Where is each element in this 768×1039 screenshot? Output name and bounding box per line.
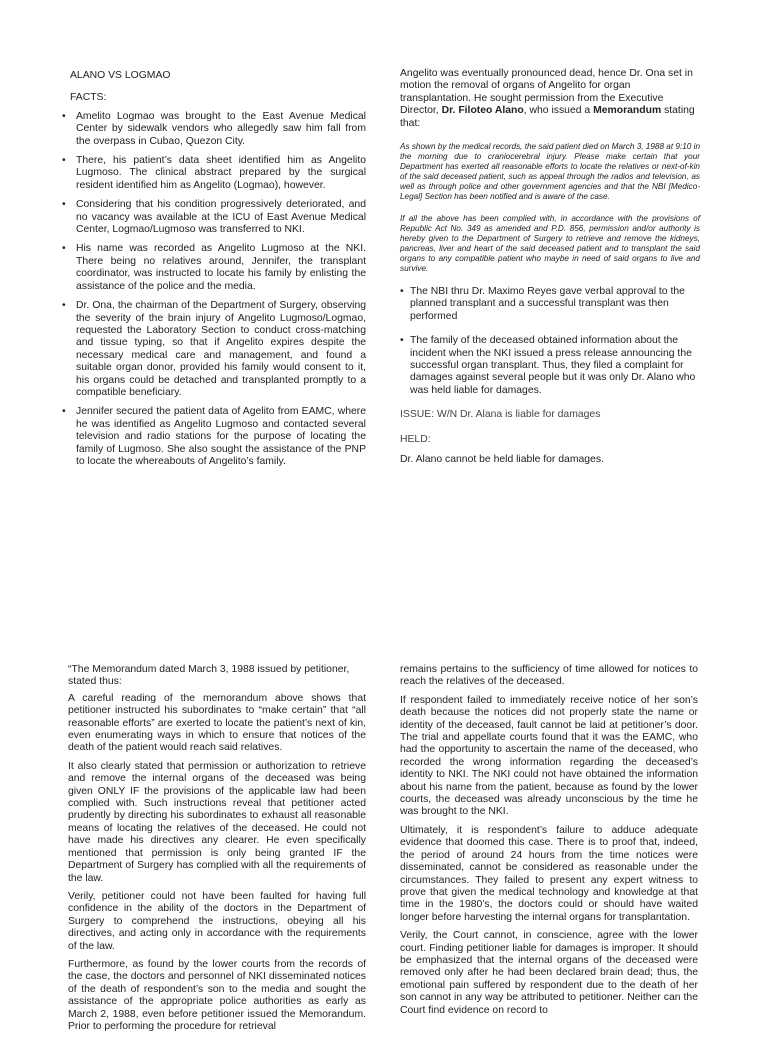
paragraph: Furthermore, as found by the lower courts from the records of the case, the doctors and personnel of NKI disseminated notices of the death of respondent’s son to the media and sought the assistance of the appropriate police authorities as early as March 2, 1988, even before petitioner issued the Memorandum. Prior to performing the procedure for retrieval: [68, 958, 366, 1032]
bullet-icon: •: [62, 199, 66, 211]
paragraph: Ultimately, it is respondent’s failure to adduce adequate evidence that doomed this case. There is to proof that, indeed, the period of around 24 hours from the time notices were disseminated, cannot be considered as reasonable under the circumstances. They failed to present any expert witness to prove that given the medical technology and knowledge at that time in the 1980’s, the doctors could or should have waited longer before harvesting the internal organs for transplantation.: [400, 824, 698, 923]
held-statement: Dr. Alano cannot be held liable for damages.: [400, 454, 604, 466]
memo-quote-2: If all the above has been complied with, in accordance with the provisions of Republic Act No. 349 as amended and P.D. 856, permission and/or authority is hereby given to the Department of Surgery to retrieve and remove the kidneys, pancreas, liver and heart of the said deceased patient and to transplant the said organs to any compatible patient who maybe in need of said organs to live and survive.: [400, 214, 700, 274]
director-name: Dr. Filoteo Alano: [441, 105, 524, 117]
paragraph: It also clearly stated that permission or authorization to retrieve and remove the internal organs of the deceased was being given ONLY IF the provisions of the applicable law had been complied with. Such instructions reveal that petitioner acted prudently by directing his subordinates to exhaust all reasonable means of locating the relatives of the deceased. He could not have made his directives any clearer. He even specifically mentioned that permission is only being granted IF the Department of Surgery has complied with all the requirements of the law.: [68, 760, 366, 884]
issue-statement: ISSUE: W/N Dr. Alana is liable for damages: [400, 409, 601, 421]
paragraph: remains pertains to the sufficiency of time allowed for notices to reach the relatives of the deceased.: [400, 664, 698, 688]
list-item: • Jennifer secured the patient data of Agelito from EAMC, where he was identified as Angelito Lugmoso and contacted several television and radio stations for the purpose of locating the family of Lugmoso. She also sought the assistance of the PNP to locate the whereabouts of Angelito’s family.: [62, 406, 366, 467]
intro-paragraph: Angelito was eventually pronounced dead, hence Dr. Ona set in motion the removal of organs of Angelito for organ transplantation. He sought permission from the Executive Director, Dr. Filoteo Alano, who issued a Memorandum stating that:: [400, 68, 695, 129]
events-list: [400, 286, 700, 397]
facts-label: FACTS:: [70, 92, 107, 104]
paragraph: If respondent failed to immediately receive notice of her son’s death because the notices did not properly state the name or identity of the deceased, fault cannot be laid at petitioner’s door. The trial and appellate courts found that it was the EAMC, who had the opportunity to ascertain the name of the deceased, who recorded the wrong information regarding the deceased’s identity to NKI. The NKI could not have obtained the information about his name from the patient, because as found by the lower courts, the deceased was already unconscious by the time he was brought to the NKI.: [400, 694, 698, 818]
paragraph: A careful reading of the memorandum above shows that petitioner instructed his subordinates to “make certain” that “all reasonable efforts” are exerted to locate the patient’s next of kin, even enumerating ways in which to ensure that notices of the death of the patient would reach said relatives.: [68, 692, 366, 754]
list-item: • Considering that his condition progressively deteriorated, and no vacancy was available at the ICU of East Avenue Medical Center, Logmao/Lugmoso was transferred to NKI.: [62, 199, 366, 236]
bullet-icon: •: [62, 243, 66, 255]
bullet-icon: •: [62, 300, 66, 312]
list-item: • Dr. Ona, the chairman of the Department of Surgery, observing the severity of the brain injury of Angelito Lugmoso/Logmao, requested the Laboratory Section to conduct cross-matching and tissue typing, so that if Angelito expires despite the necessary medical care and management, and found a suitable organ donor, provided his family would consent to it, his organs could be detached and transplanted promptly to a compatible beneficiary.: [62, 300, 366, 398]
paragraph: “The Memorandum dated March 3, 1988 issued by petitioner, stated thus:: [68, 664, 350, 688]
bullet-icon: •: [400, 335, 404, 347]
held-label: HELD:: [400, 433, 431, 445]
memorandum-label: Memorandum: [593, 105, 662, 117]
bullet-icon: •: [400, 286, 404, 298]
page1-right-column: [400, 68, 700, 467]
facts-list: [60, 111, 366, 469]
memo-quote-1: As shown by the medical records, the said patient died on March 3, 1988 at 9:10 in the morning due to craniocerebral injury. Please make certain that your Department has exerted all reasonable efforts to locate the relatives or next-of-kin of the said deceased patient, such as appeal through the radios and television, as well as through police and other government agencies and that the NBI [Medico-Legal] Section has been notified and is aware of the case.: [400, 142, 700, 202]
bullet-icon: •: [62, 155, 66, 167]
bullet-icon: •: [62, 110, 66, 122]
paragraph: Verily, the Court cannot, in conscience, agree with the lower court. Finding petitioner liable for damages is improper. It should be emphasized that the internal organs of the deceased were removed only after he had been declared brain dead; thus, the emotional pain suffered by respondent due to the death of her son cannot in any way be attributed to petitioner. Neither can the Court find evidence on record to: [400, 930, 698, 1016]
case-title: ALANO VS LOGMAO: [70, 70, 171, 81]
paragraph: Verily, petitioner could not have been faulted for having full confidence in the ability of the doctors in the Department of Surgery to comprehend the instructions, obeying all his directives, and acting only in accordance with the requirements of the law.: [68, 890, 366, 952]
page2-left-column: [68, 664, 366, 1039]
page1-left-column: [60, 68, 366, 475]
bullet-icon: •: [62, 406, 66, 418]
list-item: • There, his patient’s data sheet identified him as Angelito Lugmoso. The clinical abstract prepared by the surgical resident identified him as Angelito (Logmao), however.: [62, 155, 366, 191]
list-item: • His name was recorded as Angelito Lugmoso at the NKI. There being no relatives around, Jennifer, the transplant coordinator, was instructed to locate his family by enlisting the assistance of the police and the media.: [62, 243, 366, 292]
list-item: • Amelito Logmao was brought to the East Avenue Medical Center by sidewalk vendors who allegedly saw him fall from the overpass in Cubao, Quezon City.: [62, 110, 366, 147]
list-item: • The family of the deceased obtained information about the incident when the NKI issued a press release announcing the successful organ transplant. Thus, they filed a complaint for damages against several people but it was only Dr. Alano who was held liable for damages.: [400, 335, 696, 396]
page2-right-column: [400, 664, 698, 1023]
list-item: • The NBI thru Dr. Maximo Reyes gave verbal approval to the planned transplant and a successful transplant was then performed: [400, 286, 685, 322]
